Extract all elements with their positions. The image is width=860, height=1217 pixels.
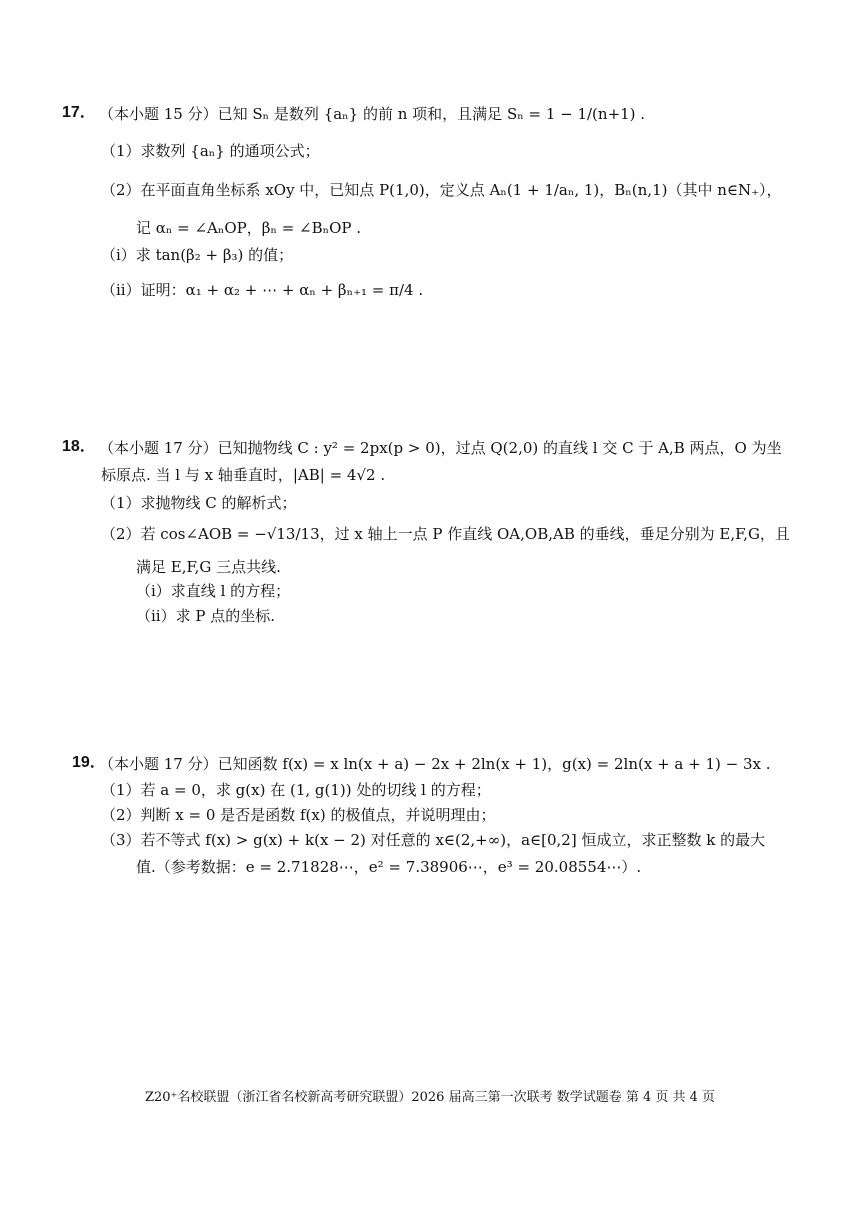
problem-text-line: （2）在平面直角坐标系 xOy 中，已知点 P(1,0)，定义点 Aₙ(1 + 1/aₙ, 1)，Bₙ(n,1)（其中 n∈N₊）， bbox=[101, 181, 782, 199]
problem-text-line: （1）求数列 {aₙ} 的通项公式； bbox=[101, 142, 320, 160]
problem-text-line: 记 αₙ = ∠AₙOP，βₙ = ∠BₙOP . bbox=[136, 219, 362, 237]
problem-number: 18． bbox=[62, 438, 96, 455]
problem-text-line: （ii）证明：α₁ + α₂ + ⋯ + αₙ + βₙ₊₁ = π/4 . bbox=[101, 281, 424, 299]
problem-text-line: （i）求 tan(β₂ + β₃) 的值； bbox=[101, 246, 294, 264]
problem-text-line: 满足 E,F,G 三点共线. bbox=[136, 558, 281, 576]
problem-text-line: （ii）求 P 点的坐标. bbox=[136, 607, 275, 625]
problem-text-line: （2）若 cos∠AOB = −√13/13，过 x 轴上一点 P 作直线 OA,OB,AB 的垂线，垂足分别为 E,F,G，且 bbox=[101, 525, 790, 543]
problem-text-line: （3）若不等式 f(x) > g(x) + k(x − 2) 对任意的 x∈(2,+∞)，a∈[0,2] 恒成立，求正整数 k 的最大 bbox=[101, 831, 766, 849]
problem-text-line: 标原点. 当 l 与 x 轴垂直时，|AB| = 4√2 . bbox=[101, 466, 386, 484]
problem-text-line: （本小题 17 分）已知函数 f(x) = x ln(x + a) − 2x + 2ln(x + 1)，g(x) = 2ln(x + a + 1) − 3x . bbox=[99, 755, 771, 773]
problem-number: 17． bbox=[62, 104, 96, 121]
problem-number: 19． bbox=[72, 754, 106, 771]
problem-text-line: 值.（参考数据：e = 2.71828⋯，e² = 7.38906⋯，e³ = 20.08554⋯）. bbox=[136, 858, 642, 876]
problem-text-line: （2）判断 x = 0 是否是函数 f(x) 的极值点，并说明理由； bbox=[101, 806, 496, 824]
problem-text-line: （本小题 15 分）已知 Sₙ 是数列 {aₙ} 的前 n 项和，且满足 Sₙ = 1 − 1/(n+1) . bbox=[99, 105, 646, 123]
problem-text-line: （本小题 17 分）已知抛物线 C : y² = 2px(p > 0)，过点 Q(2,0) 的直线 l 交 C 于 A,B 两点，O 为坐 bbox=[99, 439, 782, 457]
page-footer: Z20⁺名校联盟（浙江省名校新高考研究联盟）2026 届高三第一次联考 数学试题卷 第 4 页 共 4 页 bbox=[144, 1090, 716, 1105]
problem-text-line: （i）求直线 l 的方程； bbox=[136, 582, 291, 600]
problem-text-line: （1）若 a = 0，求 g(x) 在 (1, g(1)) 处的切线 l 的方程； bbox=[101, 781, 491, 799]
problem-text-line: （1）求抛物线 C 的解析式； bbox=[101, 494, 297, 512]
